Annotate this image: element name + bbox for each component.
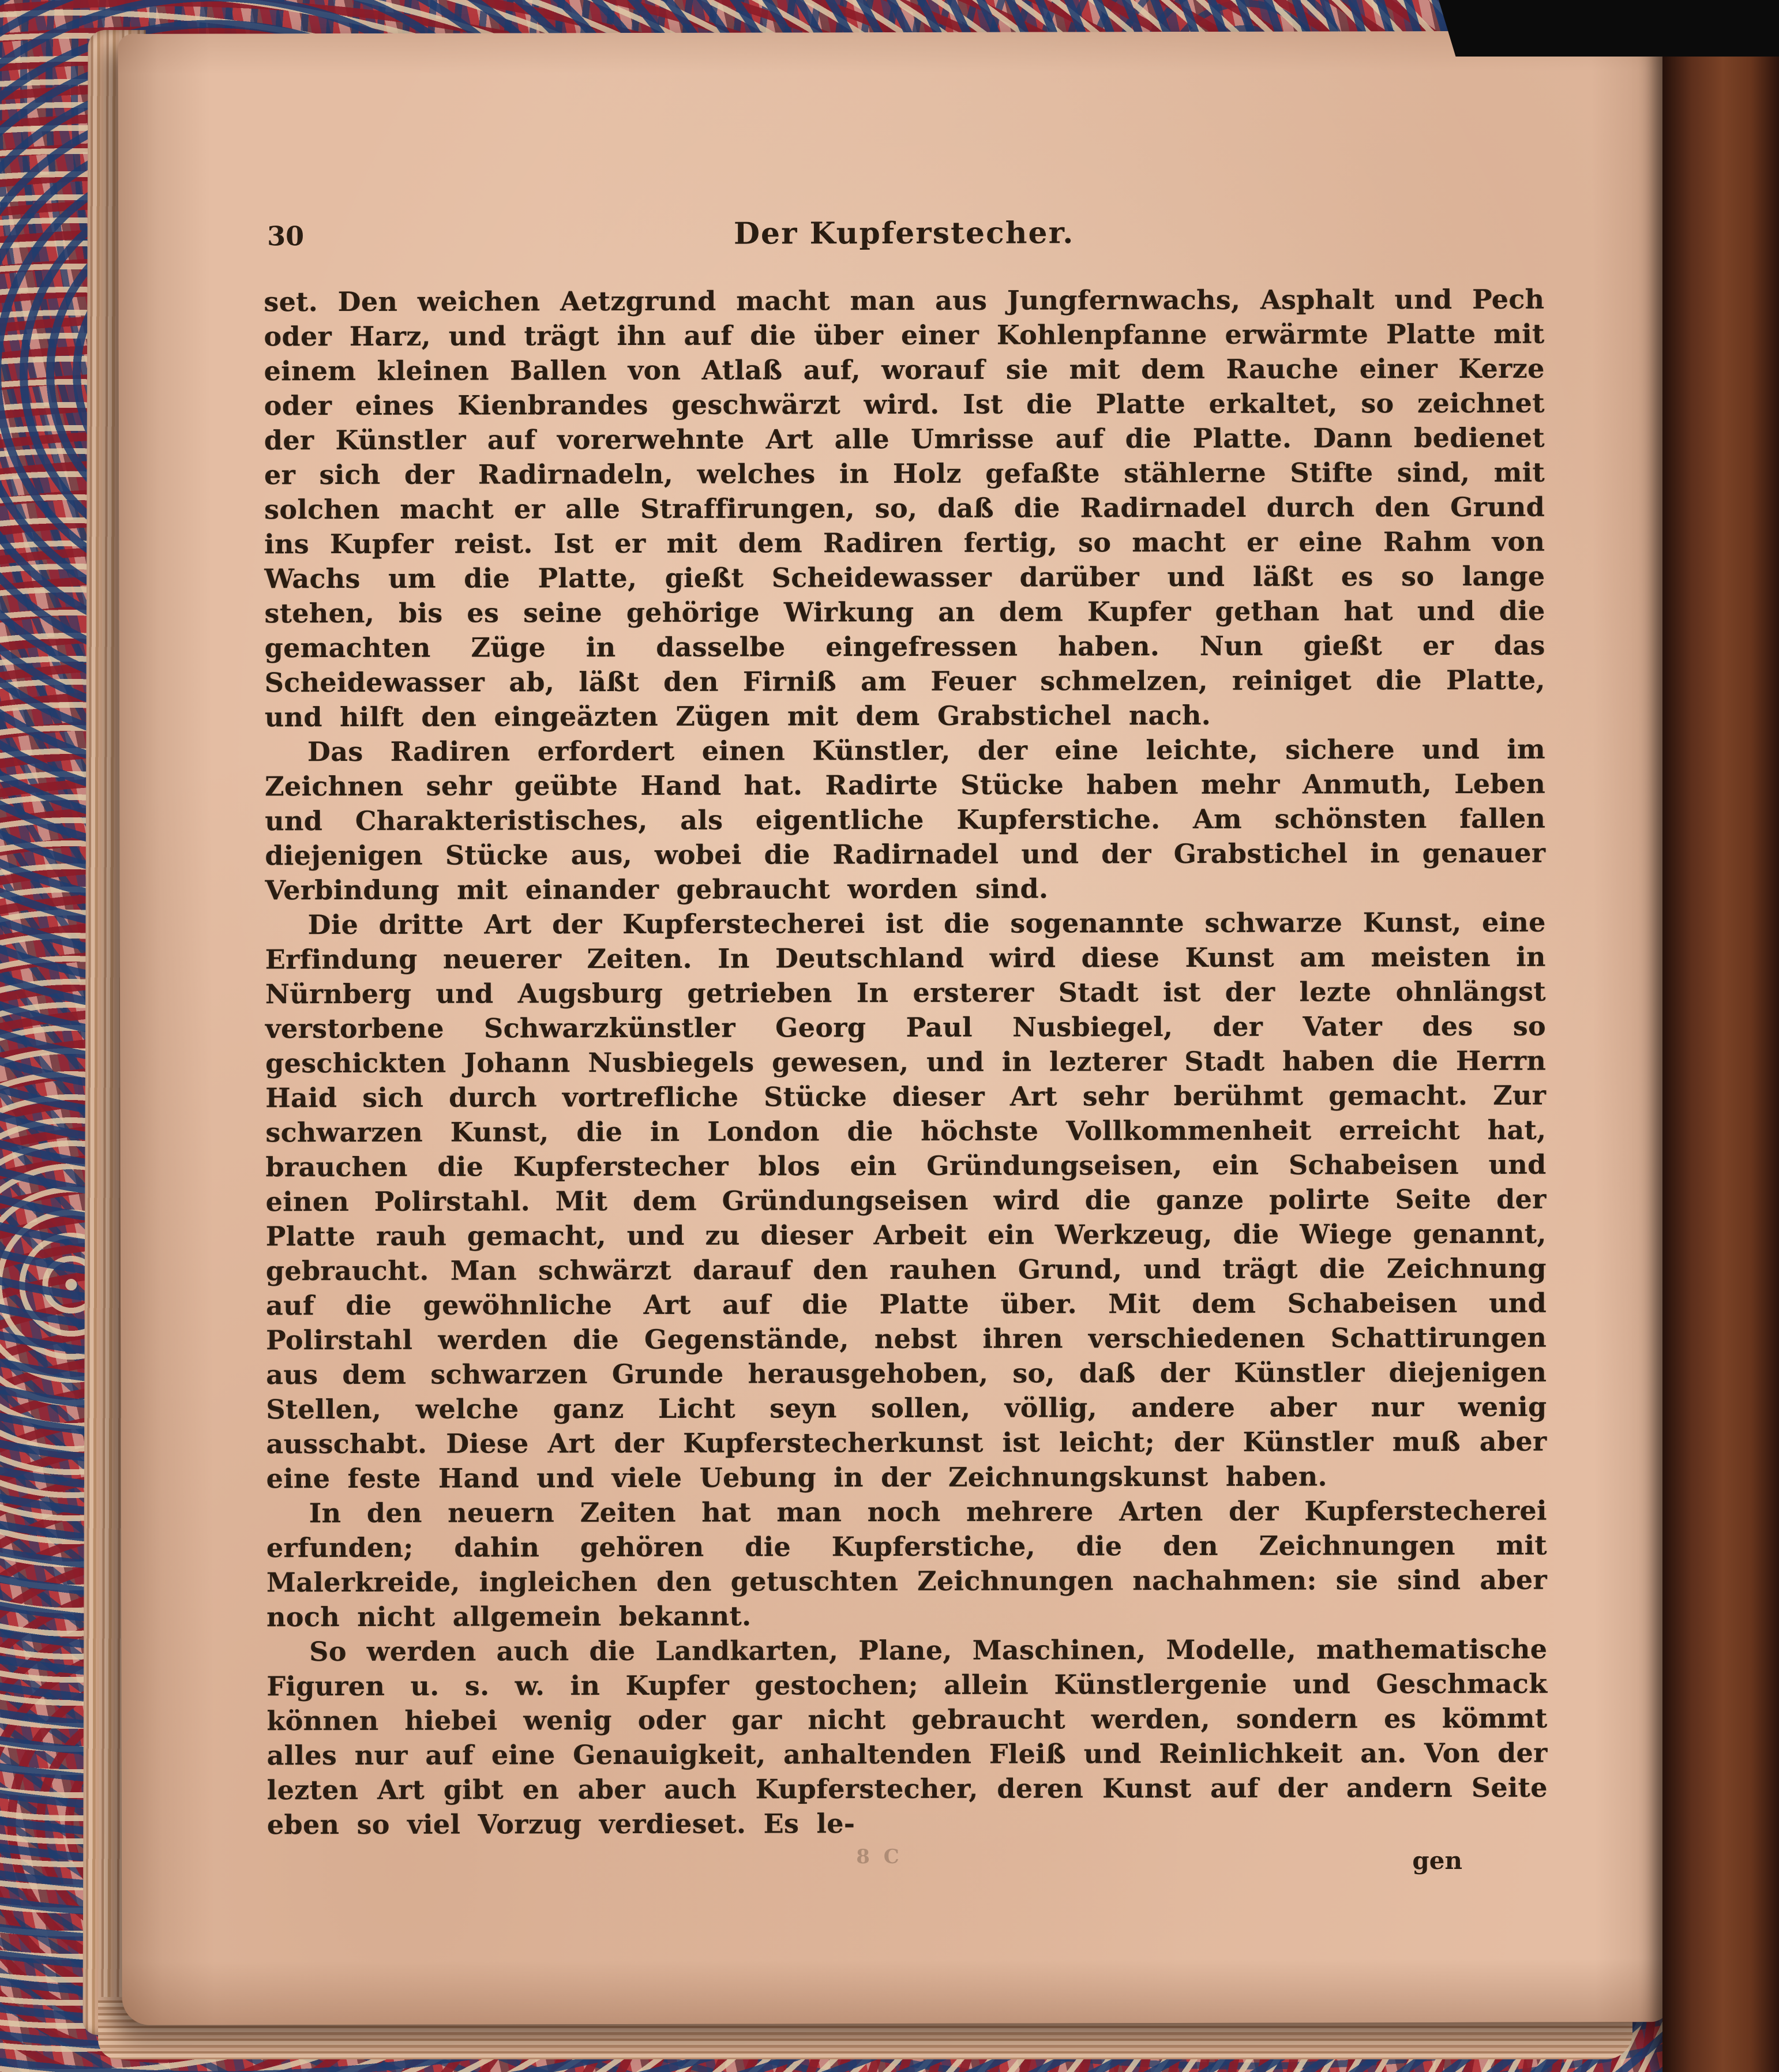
- page-number: 30: [267, 220, 305, 252]
- paragraph: Die dritte Art der Kupferstecherei ist die sogenannte schwarze Kunst, eine Erfindung neuerer Zeiten. In Deutschland wird diese Kunst am meisten in Nürnberg und Augsburg getrieben In ersterer Stadt ist der lezte ohnlängst verstorbene Schwarzkünstler Georg Paul Nusbiegel, der Vater des so geschickten Johann Nusbiegels gewesen, und in lezterer Stadt haben die Herrn Haid sich durch vortrefliche Stücke dieser Art sehr berühmt gemacht. Zur schwarzen Kunst, die in London die höchste Vollkommenheit erreicht hat, brauchen die Kupferstecher blos ein Gründungseisen, ein Schabeisen und einen Polirstahl. Mit dem Gründungseisen wird die ganze polirte Seite der Platte rauh gemacht, und zu dieser Arbeit ein Werkzeug, die Wiege genannt, gebraucht. Man schwärzt darauf den rauhen Grund, und trägt die Zeichnung auf die gewöhnliche Art auf die Platte über. Mit dem Schabeisen und Polirstahl werden die Gegenstände, nebst ihren verschiedenen Schattirungen aus dem schwarzen Grunde herausgehoben, so, daß der Künstler diejenigen Stellen, welche ganz Licht seyn sollen, völlig, andere aber nur wenig ausschabt. Diese Art der Kupferstecherkunst ist leicht; der Künstler muß aber eine feste Hand und viele Uebung in der Zeichnungskunst haben.: [265, 906, 1547, 1495]
- body-text: [264, 282, 1548, 1842]
- paragraph: So werden auch die Landkarten, Plane, Maschinen, Modelle, mathematische Figuren u. s. w. in Kupfer gestochen; allein Künstlergenie und Geschmack können hiebei wenig oder gar nicht gebraucht werden, sondern es kömmt alles nur auf eine Genauigkeit, anhaltenden Fleiß und Reinlichkeit an. Von der lezten Art gibt en aber auch Kupferstecher, deren Kunst auf der andern Seite eben so viel Vorzug verdieset. Es le-: [267, 1633, 1548, 1841]
- paragraph: In den neuern Zeiten hat man noch mehrere Arten der Kupferstecherei erfunden; dahin gehören die Kupferstiche, die den Zeichnungen mit Malerkreide, ingleichen den getuschten Zeichnungen nachahmen: sie sind aber noch nicht allgemein bekannt.: [266, 1495, 1548, 1633]
- catchword: gen: [1412, 1846, 1463, 1875]
- paragraph: Das Radiren erfordert einen Künstler, der eine leichte, sichere und im Zeichnen sehr geübte Hand hat. Radirte Stücke haben mehr Anmuth, Leben und Charakteristisches, als eigentliche Kupferstiche. Am schönsten fallen diejenigen Stücke aus, wobei die Radirnadel und der Grabstichel in genauer Verbindung mit einander gebraucht worden sind.: [265, 733, 1546, 906]
- signature-mark: 8 C: [856, 1845, 903, 1869]
- page-header: [264, 215, 1544, 253]
- book-page: [118, 31, 1670, 2025]
- running-title: Der Kupferstecher.: [733, 215, 1075, 252]
- scan-background-corner: [1439, 0, 1779, 57]
- paragraph: set. Den weichen Aetzgrund macht man aus Jungfernwachs, Asphalt und Pech oder Harz, und trägt ihn auf die über einer Kohlenpfanne erwärmte Platte mit einem kleinen Ballen von Atlaß auf, worauf sie mit dem Rauche einer Kerze oder eines Kienbrandes geschwärzt wird. Ist die Platte erkaltet, so zeichnet der Künstler auf vorerwehnte Art alle Umrisse auf die Platte. Dann bedienet er sich der Radirnadeln, welches in Holz gefaßte stählerne Stifte sind, mit solchen macht er alle Straffirungen, so, daß die Radirnadel durch den Grund ins Kupfer reist. Ist er mit dem Radiren fertig, so macht er eine Rahm von Wachs um die Platte, gießt Scheidewasser darüber und läßt es so lange stehen, bis es seine gehörige Wirkung an dem Kupfer gethan hat und die gemachten Züge in dasselbe eingefressen haben. Nun gießt er das Scheidewasser ab, läßt den Firniß am Feuer schmelzen, reiniget die Platte, und hilft den eingeäzten Zügen mit dem Grabstichel nach.: [264, 283, 1545, 733]
- footer-row: [267, 1841, 1548, 1884]
- page-content: [263, 31, 1548, 2025]
- book-binding-edge: [1662, 0, 1779, 2072]
